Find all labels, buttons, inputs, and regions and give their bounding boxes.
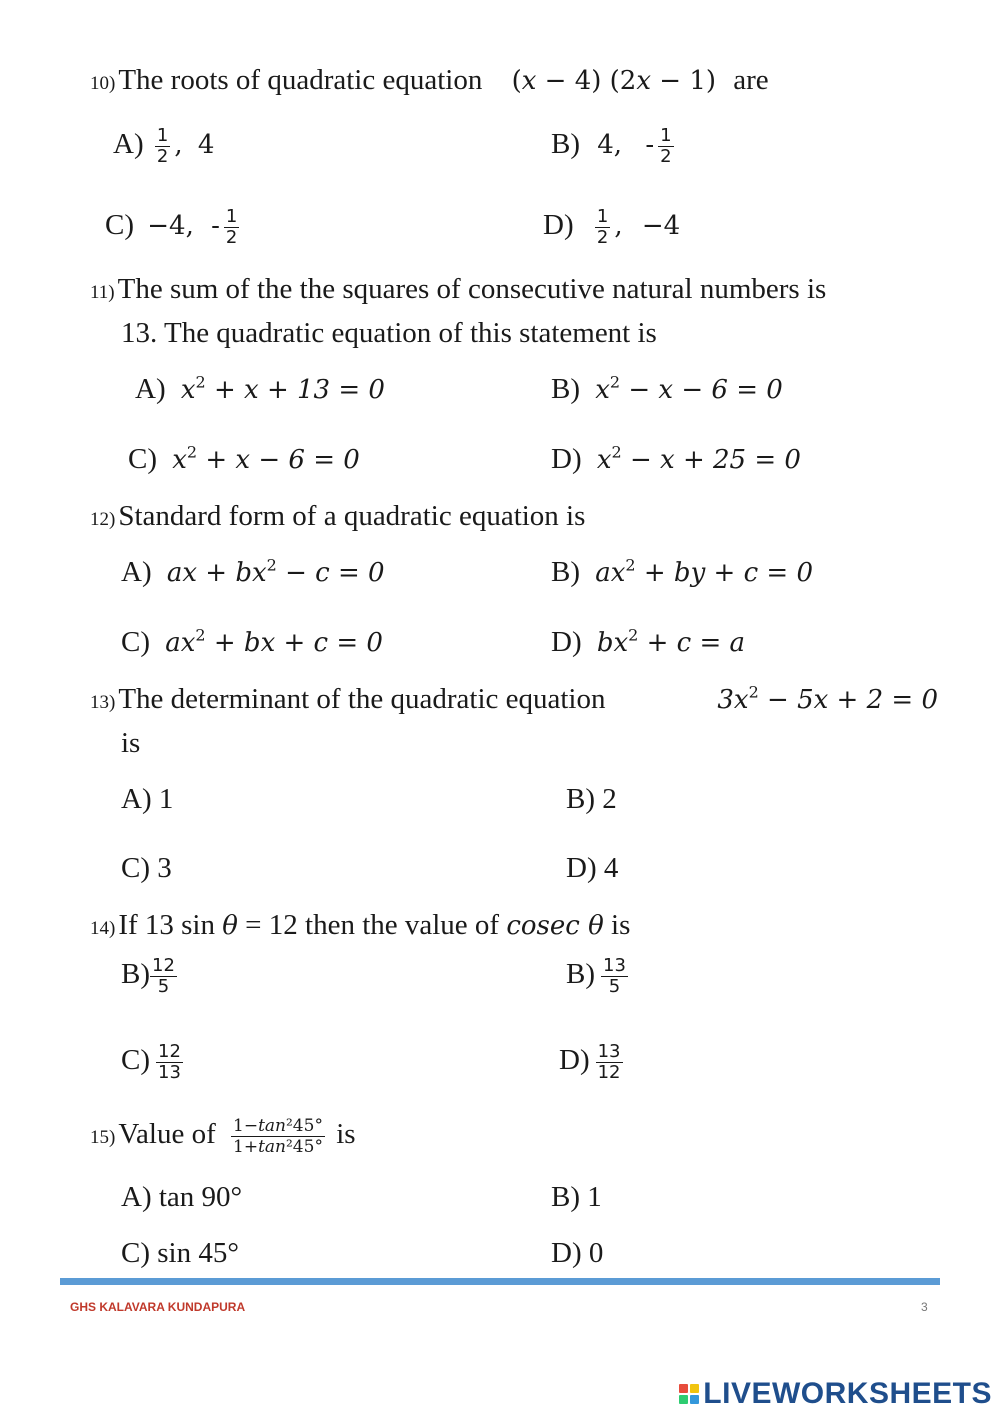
math: 𝑎𝑥 bbox=[595, 558, 626, 588]
question-13-line2: is bbox=[121, 727, 141, 759]
cosec-expression: 𝑐𝑜𝑠𝑒𝑐 𝜃 bbox=[506, 911, 604, 941]
footer-school-name: GHS KALAVARA KUNDAPURA bbox=[70, 1300, 246, 1314]
question-text: The sum of the the squares of consecutive natural numbers is bbox=[117, 273, 827, 305]
math: 𝑥 bbox=[595, 375, 610, 405]
option-14a[interactable] bbox=[121, 954, 181, 997]
fraction bbox=[596, 1042, 623, 1083]
question-15 bbox=[90, 1112, 356, 1160]
numerator: 1 bbox=[156, 124, 169, 146]
question-text: The determinant of the quadratic equation bbox=[118, 683, 606, 715]
exponent: 2 bbox=[195, 372, 206, 392]
math: + 𝑐 = 𝑎 bbox=[638, 628, 746, 658]
exponent: 2 bbox=[186, 442, 198, 462]
liveworksheets-logo-icon bbox=[679, 1384, 699, 1404]
math: − 𝑐 = 0 bbox=[276, 558, 385, 588]
option-11a[interactable] bbox=[135, 369, 385, 410]
footer-divider bbox=[60, 1278, 940, 1285]
fraction bbox=[658, 126, 673, 167]
numerator: 12 bbox=[152, 954, 175, 976]
option-14c[interactable] bbox=[121, 1040, 187, 1083]
numerator: 1 bbox=[596, 205, 609, 227]
denominator: 2 bbox=[596, 226, 609, 248]
math: 3𝑥 bbox=[717, 685, 749, 715]
denominator: 2 bbox=[156, 145, 169, 167]
option-label: C) bbox=[128, 443, 157, 475]
question-suffix: are bbox=[733, 64, 769, 96]
exponent: 2 bbox=[748, 682, 759, 702]
option-label: C) bbox=[105, 209, 134, 241]
value: −4 bbox=[641, 211, 681, 241]
math: + 𝑏𝑦 + 𝑐 = 0 bbox=[635, 558, 813, 588]
option-label: D) bbox=[551, 443, 582, 475]
option-label: B) bbox=[121, 958, 150, 990]
option-12b[interactable] bbox=[551, 552, 813, 593]
question-text: If 13 sin bbox=[118, 909, 215, 941]
denominator: 5 bbox=[157, 975, 170, 997]
exponent: 2 bbox=[266, 555, 277, 575]
option-10d[interactable] bbox=[543, 205, 680, 248]
numerator: 13 bbox=[597, 1040, 621, 1062]
brand-name: LIVEWORKSHEETS bbox=[703, 1377, 992, 1410]
question-text: = 12 then the value of bbox=[245, 909, 500, 941]
denominator: 1+𝑡𝑎𝑛²45° bbox=[233, 1136, 323, 1157]
question-text: The roots of quadratic equation bbox=[118, 64, 483, 96]
question-text: is bbox=[611, 909, 631, 941]
option-label: C) bbox=[121, 626, 150, 658]
option-10c[interactable] bbox=[105, 205, 243, 248]
option-13d[interactable]: D) 4 bbox=[566, 852, 619, 884]
option-label: C) bbox=[121, 1044, 150, 1076]
question-number: 14) bbox=[90, 918, 116, 939]
option-label: D) bbox=[551, 626, 582, 658]
math: 𝑎𝑥 bbox=[165, 628, 196, 658]
math: 𝑥 bbox=[180, 375, 196, 405]
math: − 5𝑥 + 2 = 0 bbox=[758, 685, 938, 715]
option-15d[interactable]: D) 0 bbox=[551, 1237, 604, 1269]
denominator: 5 bbox=[608, 975, 621, 997]
question-text: Standard form of a quadratic equation is bbox=[118, 500, 586, 532]
math: 𝑏𝑥 bbox=[596, 628, 629, 658]
option-11c[interactable] bbox=[128, 439, 360, 480]
tan-fraction bbox=[231, 1116, 325, 1157]
question-11 bbox=[90, 267, 826, 315]
math: + 𝑏𝑥 + 𝑐 = 0 bbox=[205, 628, 383, 658]
option-15a[interactable]: A) tan 90° bbox=[121, 1181, 243, 1213]
question-number: 12) bbox=[90, 509, 116, 530]
value: 4, bbox=[597, 130, 623, 160]
math: 𝑥 bbox=[596, 445, 612, 475]
question-number: 15) bbox=[90, 1127, 116, 1148]
denominator: 13 bbox=[158, 1061, 181, 1083]
numerator: 1−𝑡𝑎𝑛²45° bbox=[233, 1115, 323, 1136]
denominator: 2 bbox=[225, 226, 238, 248]
option-15b[interactable]: B) 1 bbox=[551, 1181, 602, 1213]
numerator: 12 bbox=[158, 1040, 181, 1062]
option-label: B) bbox=[551, 556, 580, 588]
option-label: A) bbox=[135, 373, 166, 405]
option-12a[interactable] bbox=[121, 552, 385, 593]
option-label: B) bbox=[551, 128, 580, 160]
option-label: B) bbox=[566, 958, 595, 990]
fraction bbox=[601, 956, 628, 997]
page-number: 3 bbox=[921, 1300, 928, 1314]
question-expression: (𝑥 − 4) (2𝑥 − 1) bbox=[511, 66, 716, 96]
option-12d[interactable] bbox=[551, 622, 745, 663]
fraction bbox=[155, 126, 170, 167]
fraction bbox=[156, 1042, 183, 1083]
exponent: 2 bbox=[625, 555, 636, 575]
value: −4, bbox=[147, 211, 194, 241]
option-10b[interactable] bbox=[551, 124, 678, 167]
math: − 𝑥 + 25 = 0 bbox=[621, 445, 801, 475]
numerator: 1 bbox=[660, 124, 672, 146]
option-15c[interactable]: C) sin 45° bbox=[121, 1237, 239, 1269]
question-suffix: is bbox=[336, 1118, 356, 1150]
math: 𝑥 bbox=[172, 445, 187, 475]
question-13 bbox=[90, 677, 938, 725]
option-13c[interactable]: C) 3 bbox=[121, 852, 172, 884]
theta-symbol: 𝜃 bbox=[222, 911, 238, 941]
numerator: 1 bbox=[225, 205, 238, 227]
comma: , bbox=[614, 211, 623, 241]
liveworksheets-brand bbox=[679, 1377, 992, 1411]
option-11b[interactable] bbox=[551, 369, 783, 410]
question-expression bbox=[717, 677, 938, 722]
fraction bbox=[224, 207, 239, 248]
math: 𝑎𝑥 + 𝑏𝑥 bbox=[166, 558, 267, 588]
math: + 𝑥 + 13 = 0 bbox=[205, 375, 385, 405]
fraction bbox=[150, 956, 177, 997]
option-14d[interactable] bbox=[559, 1040, 627, 1083]
exponent: 2 bbox=[611, 442, 622, 462]
option-10a[interactable] bbox=[113, 124, 214, 167]
option-11d[interactable] bbox=[551, 439, 801, 480]
question-number: 13) bbox=[90, 692, 116, 713]
exponent: 2 bbox=[628, 625, 639, 645]
question-11-line2: 13. The quadratic equation of this statement is bbox=[121, 317, 657, 349]
exponent: 2 bbox=[609, 372, 621, 392]
comma: , bbox=[174, 130, 183, 160]
option-12c[interactable] bbox=[121, 622, 383, 663]
question-number: 10) bbox=[90, 73, 116, 94]
math: − 𝑥 − 6 = 0 bbox=[620, 375, 783, 405]
option-label: D) bbox=[559, 1044, 590, 1076]
question-12 bbox=[90, 494, 585, 542]
question-text: Value of bbox=[118, 1118, 216, 1150]
option-13a[interactable]: A) 1 bbox=[121, 783, 174, 815]
option-label: D) bbox=[543, 209, 574, 241]
option-13b[interactable]: B) 2 bbox=[566, 783, 617, 815]
option-14b[interactable] bbox=[566, 954, 632, 997]
question-14 bbox=[90, 903, 630, 951]
math: + 𝑥 − 6 = 0 bbox=[197, 445, 360, 475]
fraction bbox=[595, 207, 610, 248]
minus-sign: - bbox=[645, 130, 655, 160]
question-number: 11) bbox=[90, 282, 115, 303]
option-label: B) bbox=[551, 373, 580, 405]
minus-sign: - bbox=[211, 211, 220, 241]
option-label: A) bbox=[113, 128, 144, 160]
option-label: A) bbox=[121, 556, 152, 588]
exponent: 2 bbox=[195, 625, 206, 645]
value: 4 bbox=[197, 130, 215, 160]
denominator: 2 bbox=[660, 145, 672, 167]
denominator: 12 bbox=[597, 1061, 621, 1083]
question-10 bbox=[90, 58, 769, 106]
numerator: 13 bbox=[603, 954, 626, 976]
